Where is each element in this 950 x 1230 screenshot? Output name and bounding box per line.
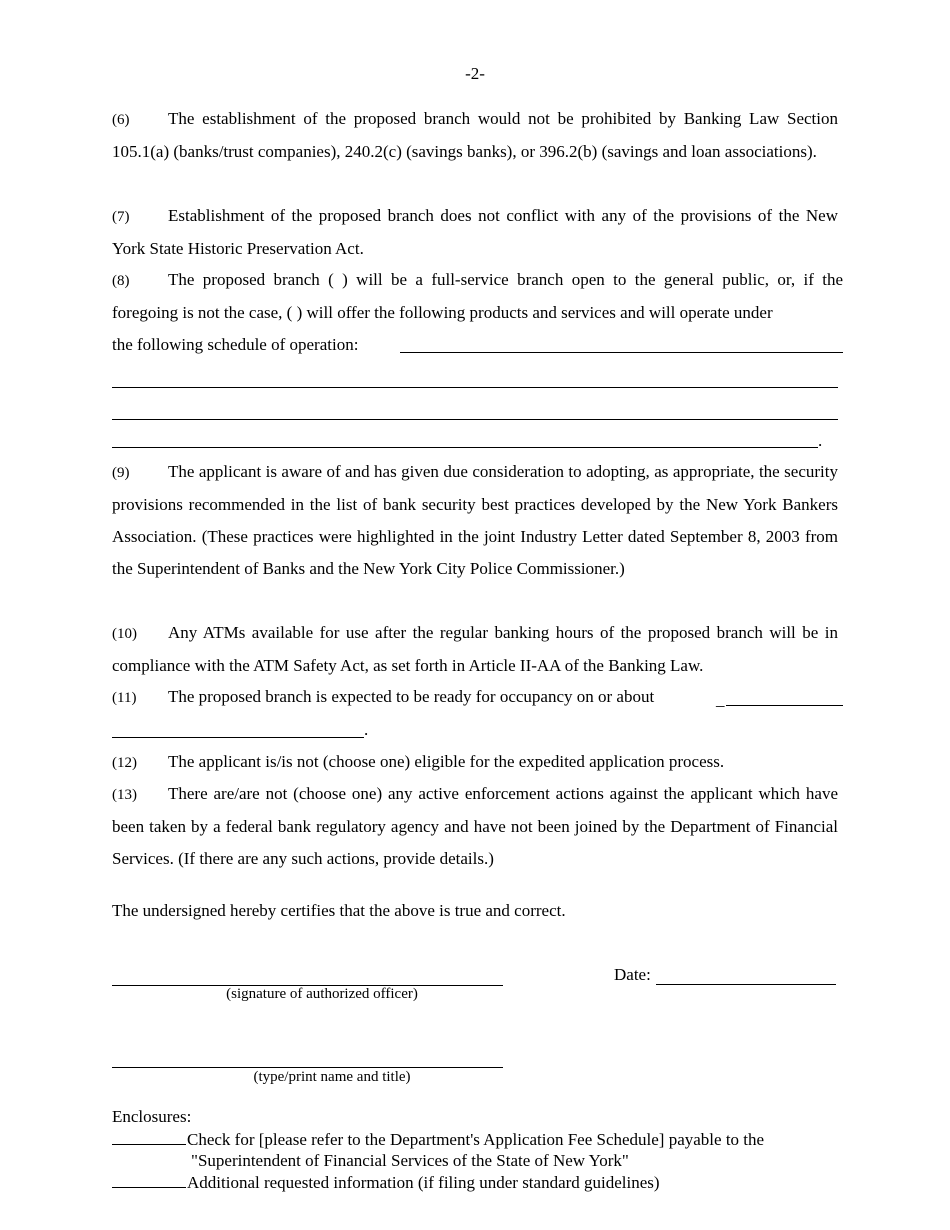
item-number: (13) — [112, 787, 137, 803]
schedule-label: the following schedule of operation: — [112, 335, 359, 354]
item-12 — [112, 746, 838, 779]
item-number: (12) — [112, 755, 137, 771]
item-number: (7) — [112, 209, 130, 225]
enclosure-additional-item — [112, 1172, 660, 1193]
item-text: Any ATMs available for use after the regular banking hours of the proposed branch will be in compliance with the ATM Safety Act, as set forth in Article II-AA of the Banking Law. — [112, 623, 838, 675]
date-field[interactable] — [656, 984, 836, 985]
schedule-field-line-2[interactable] — [112, 387, 838, 388]
item-number: (6) — [112, 112, 130, 128]
item-9 — [112, 456, 838, 585]
name-title-caption: (type/print name and title) — [253, 1069, 411, 1085]
item-text: There are/are not (choose one) any active enforcement actions against the applicant which have been taken by a federal bank regulatory agency and have not been joined by the Department of Financial Services. (If there are any such actions, provide details.) — [112, 784, 838, 868]
schedule-field-line-3[interactable] — [112, 419, 838, 420]
signature-caption: (signature of authorized officer) — [226, 986, 418, 1002]
schedule-field[interactable] — [400, 352, 843, 353]
item-10 — [112, 617, 838, 682]
item-number: (8) — [112, 273, 130, 289]
item-7 — [112, 200, 838, 265]
period-mark: . — [818, 431, 823, 450]
item-13 — [112, 778, 838, 875]
item-text: The establishment of the proposed branch would not be prohibited by Banking Law Section 105.1(a) (banks/trust companies), 240.2(c) (savings banks), or 396.2(b) (savings and loan associations). — [112, 109, 838, 161]
item-number: (9) — [112, 465, 130, 481]
period-mark: . — [364, 720, 369, 739]
item-text: The proposed branch is expected to be ready for occupancy on or about — [168, 687, 655, 706]
item-6 — [112, 103, 838, 168]
date-label: Date: — [614, 965, 651, 984]
item-text: The proposed branch ( ) will be a full-service branch open to the general public, or, if the foregoing is not the case, ( ) will offer the following products and services and will operate under — [112, 270, 843, 322]
item-text: The applicant is aware of and has given due consideration to adopting, as appropriate, the security provisions recommended in the list of bank security best practices developed by the New York Bankers Association. (These practices were highlighted in the joint Industry Letter dated September 8, 2003 from the Superintendent of Banks and the New York City Police Commissioner.) — [112, 462, 838, 578]
schedule-field-line-4[interactable] — [112, 447, 818, 448]
enclosure-check-text-2: "Superintendent of Financial Services of the State of New York" — [191, 1151, 629, 1170]
item-number: (11) — [112, 690, 137, 706]
item-8 — [112, 264, 843, 329]
certification-text: The undersigned hereby certifies that the above is true and correct. — [112, 901, 566, 920]
item-text: Establishment of the proposed branch does not conflict with any of the provisions of the New York State Historic Preservation Act. — [112, 206, 838, 258]
item-text: The applicant is/is not (choose one) eligible for the expedited application process. — [168, 752, 725, 771]
enclosure-check-field[interactable] — [112, 1129, 186, 1145]
page-number: -2- — [465, 64, 485, 83]
item-number: (10) — [112, 626, 137, 642]
enclosure-additional-text: Additional requested information (if filing under standard guidelines) — [187, 1173, 660, 1192]
enclosure-additional-field[interactable] — [112, 1172, 186, 1188]
enclosures-title: Enclosures: — [112, 1107, 192, 1126]
item-11 — [112, 681, 654, 714]
name-title-field[interactable] — [112, 1067, 503, 1068]
enclosure-check-item — [112, 1129, 764, 1150]
enclosure-check-text: Check for [please refer to the Department's Application Fee Schedule] payable to the — [187, 1130, 765, 1149]
occupancy-date-field-line-2[interactable] — [112, 737, 364, 738]
occupancy-date-field[interactable] — [726, 705, 843, 706]
underscore-mark: _ — [716, 690, 725, 709]
